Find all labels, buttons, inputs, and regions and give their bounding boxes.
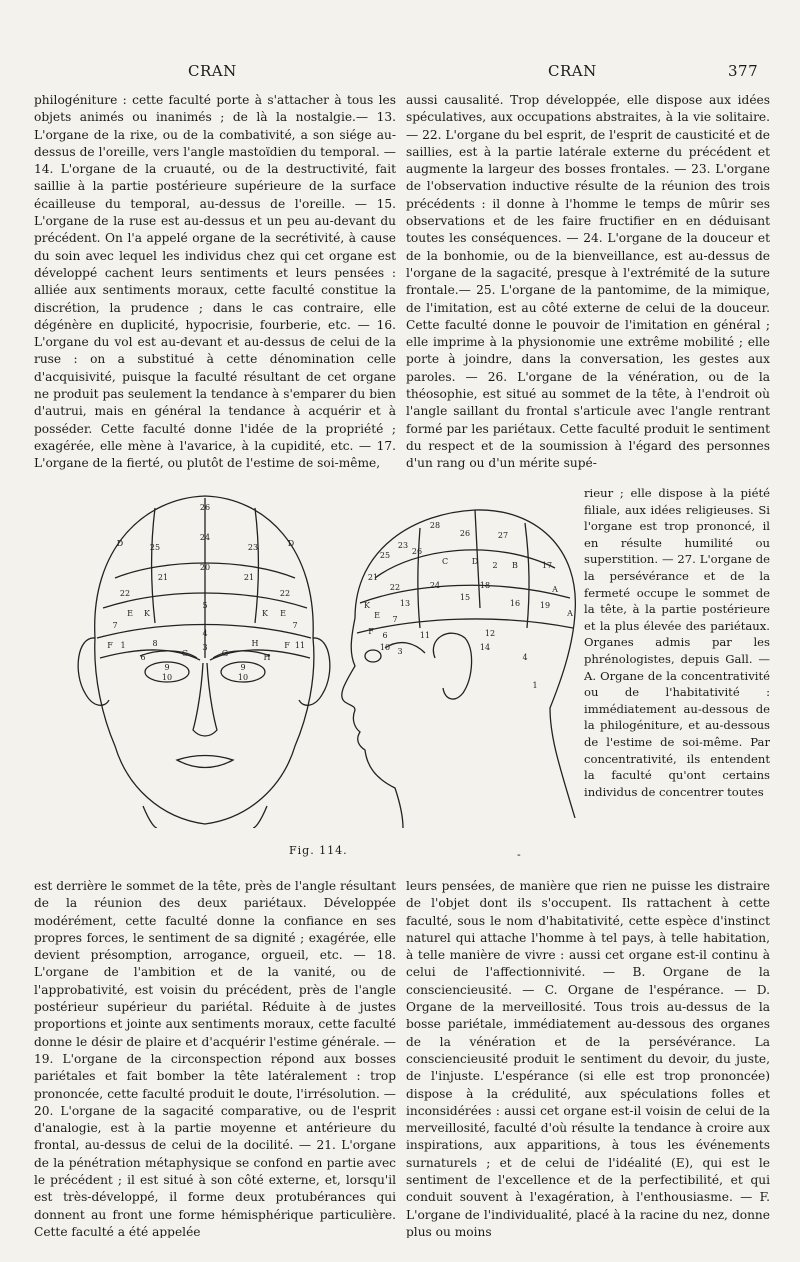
column-right-beside-figure: [584, 485, 770, 875]
front-label: 10: [237, 673, 249, 682]
profile-label: 27: [497, 531, 509, 540]
frontal-brow-left: [140, 651, 197, 658]
front-label: 3: [202, 643, 208, 652]
running-header-left: CRAN: [188, 62, 237, 80]
phrenology-illustration: [55, 488, 580, 828]
profile-label: 14: [479, 643, 491, 652]
frontal-mouth: [177, 756, 233, 768]
profile-label: 12: [484, 629, 496, 638]
profile-eye: [365, 650, 381, 662]
profile-label: A: [552, 585, 558, 594]
front-label: D: [116, 539, 124, 548]
profile-label: K: [364, 601, 370, 610]
profile-label: 13: [399, 599, 411, 608]
profile-label: 28: [429, 521, 441, 530]
profile-label: B: [512, 561, 518, 570]
front-label: F: [107, 641, 113, 650]
profile-label: 22: [389, 583, 401, 592]
profile-label: 16: [509, 599, 521, 608]
running-header-right: CRAN: [548, 62, 597, 80]
profile-label: 7: [392, 615, 398, 624]
front-label: 21: [243, 573, 255, 582]
paragraph-text: aussi causalité. Trop développée, elle dispose aux idées spéculatives, aux occupations abstraites, à la vie solitaire. — 22. L'organe du bel esprit, de l'esprit de causticité et de saillies, est à la partie latérale externe du précédent et augmente la largeur des bosses frontales. — 23. L'organe de l'observation inductive résulte de la réunion des trois précédents : il donne à l'homme le temps de mûrir ses observations et de les faire fructifier en en déduisant toutes les conséquences. — 24. L'organe de la douceur et de la bonhomie, ou de la bienveillance, est au-dessus de l'organe de la sagacité, presque à l'extrémité de la suture frontale.— 25. L'organe de la pantomime, de la mimique, de l'imitation, est au côté externe de celui de la douceur. Cette faculté donne le pouvoir de l'imitation en général ; elle imprime à la physionomie une extrême mobilité ; elle porte à joindre, dans la conversation, les gestes aux paroles. — 26. L'organe de la vénération, ou de la théosophie, est situé au sommet de la tête, à l'endroit où l'angle saillant du frontal s'articule avec l'angle rentrant formé par les pariétaux. Cette faculté produit le sentiment du respect et de la soumission à l'égard des personnes d'un rang ou d'un mérite supé-: [406, 93, 770, 471]
front-label: E: [280, 609, 286, 618]
profile-label: 23: [397, 541, 409, 550]
paragraph-text: rieur ; elle dispose à la piété filiale, aux idées religieuses. Si l'organe est trop prononcé, il en résulte humilité ou superstition. — 27. L'organe de la persévérance et de la fermeté occupe le sommet de la tête, à la partie postérieure et la plus élevée des pariétaux. Organes admis par les phrénologistes, depuis Gall. — A. Organe de la concentrativité ou de l'habitativité : immédiatement au-dessous de la philogéniture, et au-dessous de l'estime de soi-même. Par concentrativité, ils entendent la faculté qu'ont certains individus de concentrer toutes: [584, 486, 770, 799]
front-label: G: [181, 649, 189, 658]
front-label: 24: [199, 533, 211, 542]
profile-label: C: [441, 557, 449, 566]
frontal-ear-left: [78, 638, 109, 705]
profile-label: 6: [382, 631, 388, 640]
profile-label: 18: [479, 581, 491, 590]
front-label: H: [251, 639, 259, 648]
profile-label: E: [374, 611, 380, 620]
front-label: 22: [119, 589, 131, 598]
front-label: E: [127, 609, 133, 618]
profile-label: 11: [419, 631, 431, 640]
profile-label: 26: [459, 529, 471, 538]
profile-label: 19: [539, 601, 551, 610]
front-label: 5: [202, 601, 208, 610]
profile-label: D: [471, 557, 479, 566]
front-label: 20: [199, 563, 211, 572]
paragraph-text: leurs pensées, de manière que rien ne puisse les distraire de l'objet dont ils s'occupent. Ils rattachent à cette faculté, sous le nom d'habitativité, cette espèce d'instinct naturel qui attache l'homme à tel pays, à telle habitation, à telle manière de vivre : aussi cet organe est-il continu à celui de l'affectionnivité. — B. Organe de la consciencieusité. — C. Organe de l'espérance. — D. Organe de la merveillosité. Tous trois au-dessus de la bosse pariétale, immédiatement au-dessous des organes de la vénération et de la persévérance. La consciencieusité produit le sentiment du devoir, du juste, de l'injuste. L'espérance (si elle est trop prononcée) dispose à la crédulité, aux spéculations folles et inconsidérées : aussi cet organe est-il voisin de celui de la merveillosité, faculté d'où résulte la tendance à croire aux inspirations, aux apparitions, à tous les événements surnaturels ; et de celui de l'idéalité (E), qui est le sentiment de l'excellence et de la perfectibilité, et qui conduit souvent à l'exagération, à l'enthousiasme. — F. L'organe de l'individualité, placé à la racine du nez, donne plus ou moins: [406, 879, 770, 1238]
profile-label: 10: [379, 643, 391, 652]
front-label: 1: [120, 641, 126, 650]
front-label: K: [262, 609, 268, 618]
profile-label: 1: [532, 681, 538, 690]
front-label: 26: [199, 503, 211, 512]
profile-label: 4: [522, 653, 528, 662]
column-right-bottom: [406, 878, 770, 1238]
column-left-top: [34, 92, 396, 482]
profile-label: F: [368, 627, 374, 636]
column-left-bottom: [34, 878, 396, 1238]
figure-caption: Fig. 114.: [289, 844, 348, 857]
frontal-nose: [193, 663, 217, 736]
front-label: 11: [294, 641, 306, 650]
front-label: F: [284, 641, 290, 650]
profile-ear: [433, 633, 471, 699]
front-label: 25: [149, 543, 161, 552]
frontal-head-outline: [95, 496, 314, 824]
front-label: 10: [161, 673, 173, 682]
frontal-neck: [143, 806, 267, 828]
front-label: 7: [112, 621, 118, 630]
profile-label: A: [567, 609, 573, 618]
profile-label: 26: [411, 547, 423, 556]
front-label: G: [221, 649, 229, 658]
stray-mark: -: [517, 848, 521, 861]
column-right-top: [406, 92, 770, 482]
front-label: 7: [292, 621, 298, 630]
paragraph-text: philogéniture : cette faculté porte à s'attacher à tous les objets animés ou inanimés ; de là la nostalgie.— 13. L'organe de la rixe, ou de la combativité, a son siége au-dessus de l'oreille, vers l'angle mastoïdien du temporal. — 14. L'organe de la cruauté, ou de la destructivité, fait saillie à la partie postérieure supérieure de la surface écailleuse du temporal, au-dessus de l'oreille. — 15. L'organe de la ruse est au-dessus et un peu au-devant du précédent. On l'a appelé organe de la secrétivité, à cause du soin avec lequel les individus chez qui cet organe est développé cachent leurs sentiments et leurs pensées : alliée aux sentiments moraux, cette faculté constitue la discrétion, la prudence ; dans le cas contraire, elle dégénère en duplicité, hypocrisie, fourberie, etc. — 16. L'organe du vol est au-devant et au-dessus de celui de la ruse : on a substitué à cette dénomination celle d'acquisivité, puisque la faculté résultant de cet organe ne produit pas seulement la tendance à s'emparer du bien d'autrui, mais en général la tendance à acquérir et à posséder. Cette faculté donne l'idée de la propriété ; exagérée, elle mène à l'avarice, à la cupidité, etc. — 17. L'organe de la fierté, ou plutôt de l'estime de soi-même,: [34, 93, 396, 471]
front-label: H: [263, 653, 271, 662]
page-number: 377: [728, 62, 759, 80]
profile-label: 15: [459, 593, 471, 602]
profile-label: 21: [367, 573, 379, 582]
profile-label: 2: [492, 561, 498, 570]
paragraph-text: est derrière le sommet de la tête, près de l'angle résultant de la réunion des deux pariétaux. Développée modérément, cette faculté donne la confiance en ses propres forces, le sentiment de sa dignité ; exagérée, elle devient présomption, arrogance, orgueil, etc. — 18. L'organe de l'ambition et de la vanité, ou de l'approbativité, est voisin du précédent, près de l'angle postérieur supérieur du pariétal. Réduite à de justes proportions et jointe aux sentiments moraux, cette faculté donne le désir de plaire et d'acquérir l'estime générale. — 19. L'organe de la circonspection répond aux bosses pariétales et fait bomber la tête latéralement : trop prononcée, cette faculté produit le doute, l'irrésolution. — 20. L'organe de la sagacité comparative, ou de l'esprit d'analogie, est à la partie moyenne et antérieure du frontal, au-dessus de celui de la docilité. — 21. L'organe de la pénétration métaphysique se confond en partie avec le précédent ; il est situé à son côté externe, et, lorsqu'il est très-développé, il forme deux protubérances qui donnent au front une forme hémisphérique particulière. Cette faculté a été appelée: [34, 879, 396, 1238]
front-label: D: [287, 539, 295, 548]
front-label: 21: [157, 573, 169, 582]
front-label: 22: [279, 589, 291, 598]
front-label: 6: [140, 653, 146, 662]
front-label: 9: [240, 663, 246, 672]
front-label: 23: [247, 543, 259, 552]
front-label: 9: [164, 663, 170, 672]
front-label: 8: [152, 639, 158, 648]
front-label: 4: [202, 629, 208, 638]
profile-label: 25: [379, 551, 391, 560]
front-label: K: [144, 609, 150, 618]
profile-label: 17: [541, 561, 553, 570]
profile-label: 3: [397, 647, 403, 656]
profile-label: 24: [429, 581, 441, 590]
